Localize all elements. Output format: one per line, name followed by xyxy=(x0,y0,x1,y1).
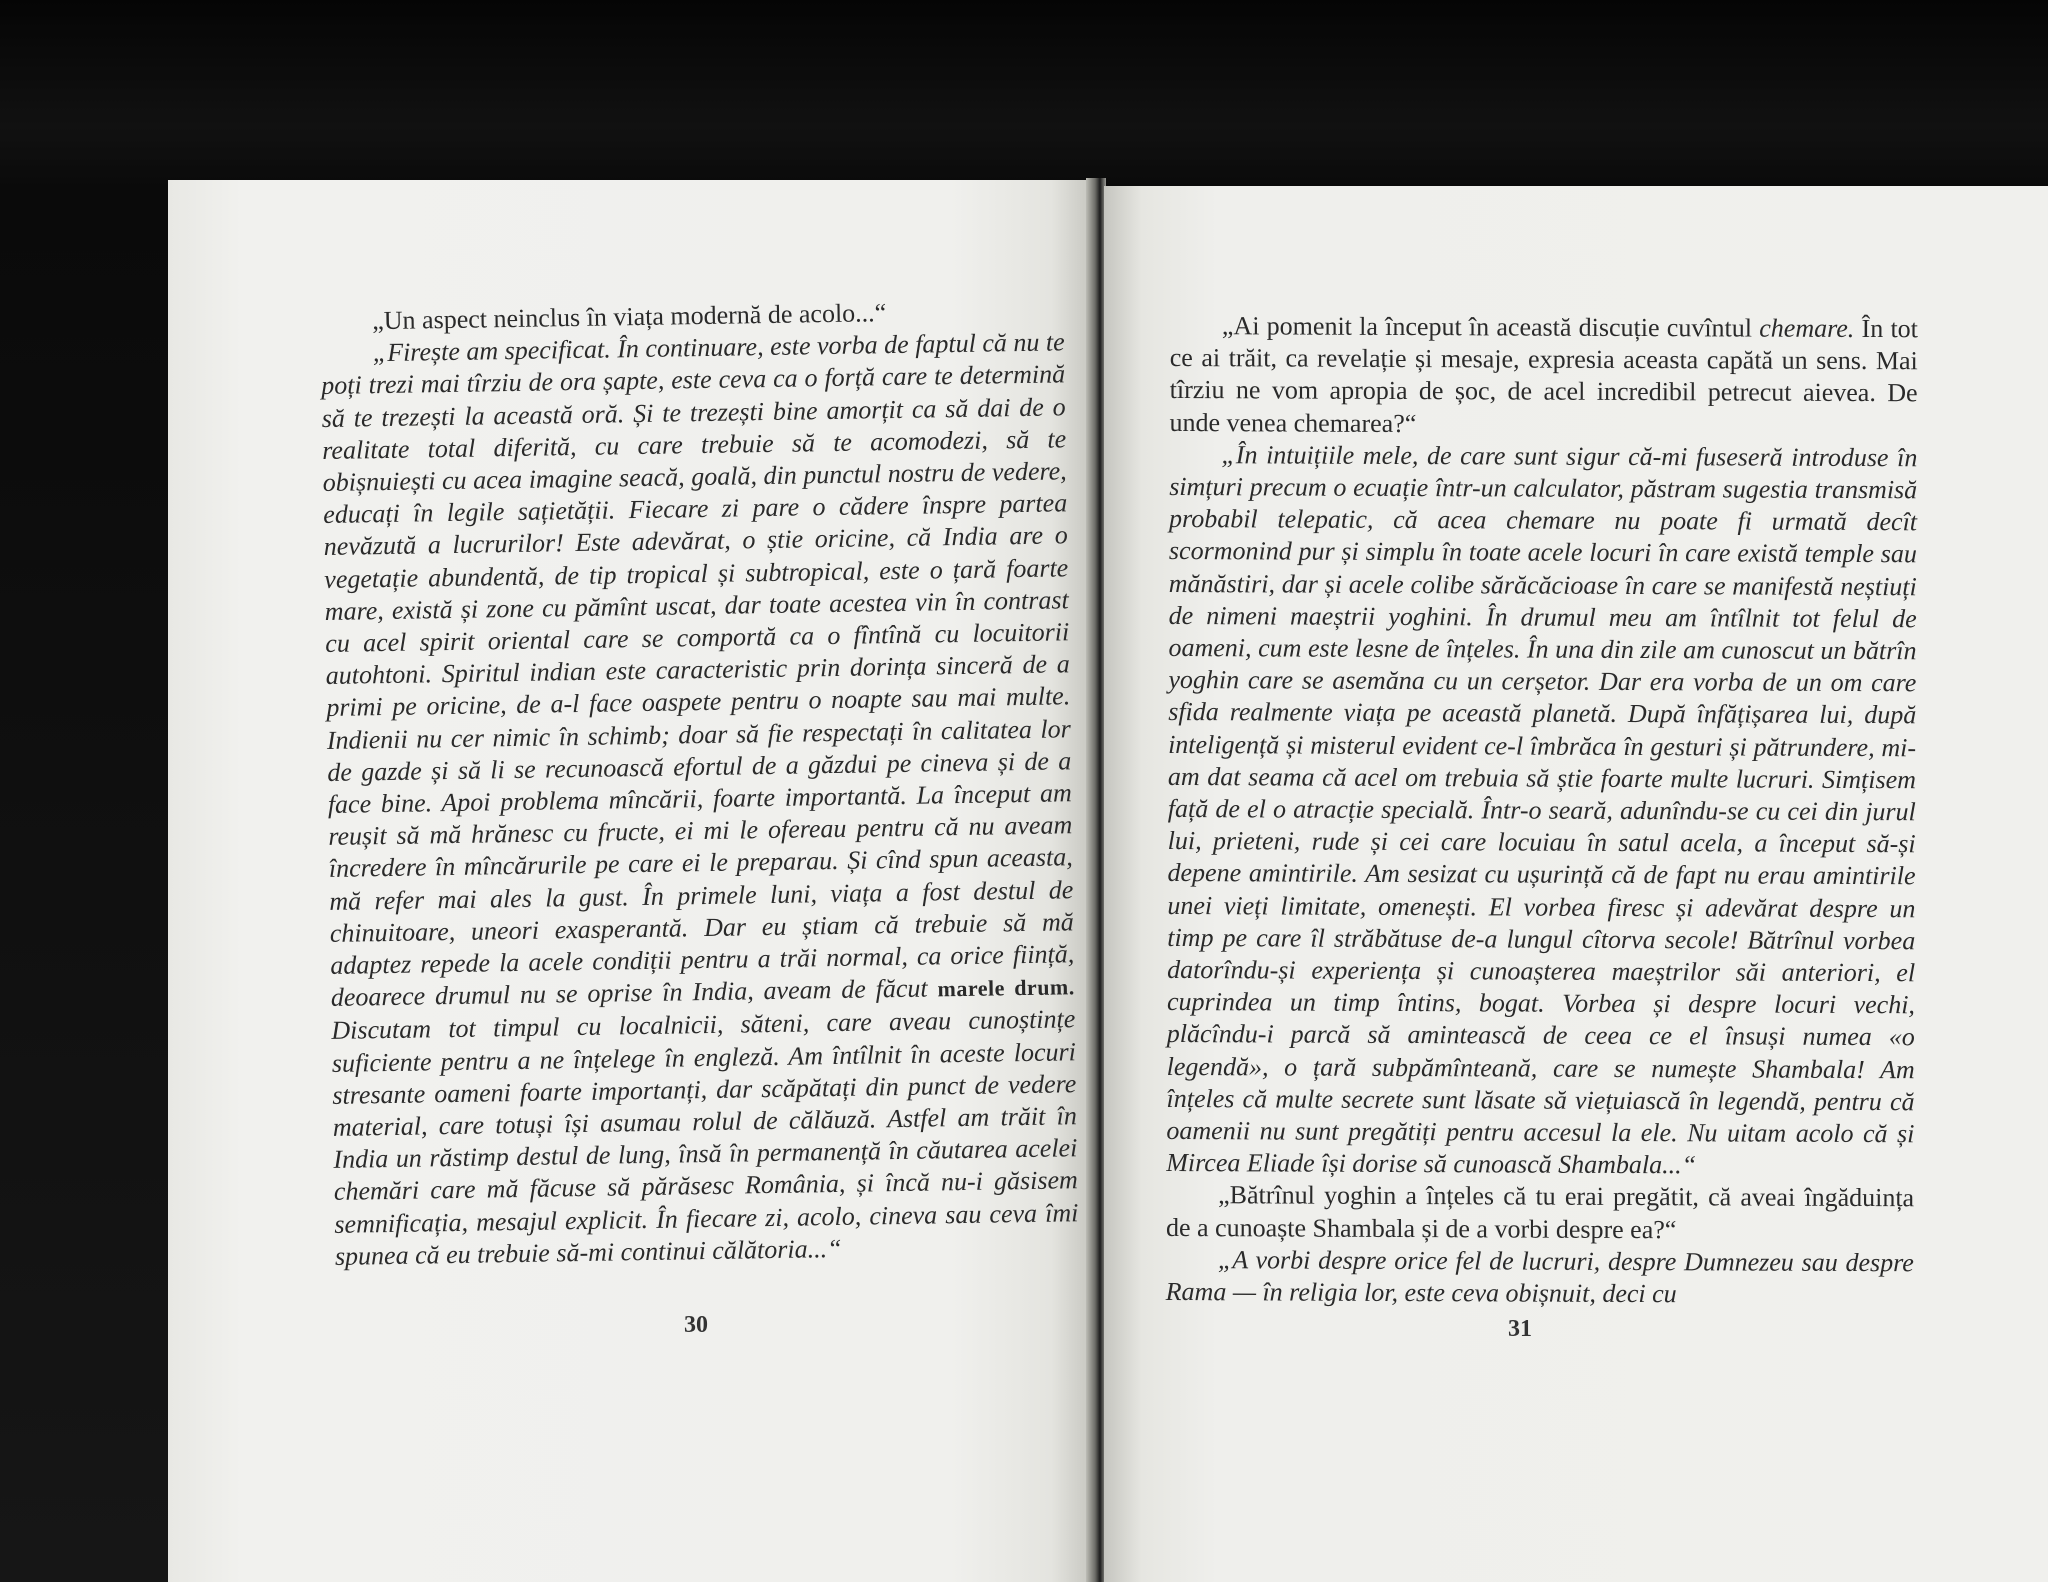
text-segment: În tot ce ai trăit, ca revelație și mesaje, expresia aceasta capătă un sens. Mai tîrziu ne vom apropia de șoc, de acel incredibil petrecut aievea. De unde venea chemarea?“ xyxy=(1169,313,1918,438)
left-page xyxy=(168,180,1088,1582)
left-paragraph-2 xyxy=(321,327,1080,1273)
book-gutter xyxy=(1086,178,1106,1582)
text-segment: „În intuițiile mele, de care sunt sigur că-mi fuseseră introduse în simțuri precum o ecuație într-un calculator, păstram sugestia transmisă probabil telepatic, că acea chemare nu poate fi urmată decît scormonind pur și simplu în toate acele locuri în care există temple sau mănăstiri, dar și acele colibe sărăcăcioase în care se manifestă neștiuți de nimeni maeștrii yoghini. În drumul meu am întîlnit tot felul de oameni, cum este lesne de înțeles. În una din zile am cunoscut un bătrîn yoghin care se asemăna cu un cerșetor. Dar era vorba de un om care sfida realmente viața pe această planetă. După înfățișarea lui, după inteligență și misterul evident ce-l îmbrăca în gesturi și pătrundere, mi-am dat seama că acel om trebuia să știe foarte multe lucruri. Simțisem față de el o atracție specială. Într-o seară, adunîndu-se cu cei din jurul lui, prieteni, rude și cei care locuiau în satul acela, a început să-și depene amintirile. Am sesizat cu ușurință că de fapt nu erau amintirile unei vieți limitate, omenești. El vorbea firesc și adevărat despre un timp pe care îl străbătuse de-a lungul cîtorva secole! Bătrînul vorbea datorîndu-și experiența și cunoașterea maeștrilor săi anteriori, el cuprindea un timp întins, bogat. Vorbea și despre locuri vechi, plăcîndu-i parcă să amintească de ceea ce el însuși numea «o legendă», o țară subpămînteană, care se numește Shambala! Am înțeles că multe secrete sunt lăsate să viețuiască în legendă, pentru că oamenii nu sunt pregătiți pentru accesul la ele. Nu uitam acolo că și Mircea Eliade își dorise să cunoască Shambala...“ xyxy=(1166,440,1918,1180)
page-number-left: 30 xyxy=(684,1312,708,1338)
text-segment: „Firește am specificat. În continuare, este vorba de faptul că nu te poți trezi mai tîrziu de ora șapte, este ceva ca o forță care te determină să te trezești la această oră. Și te trezești bine amorțit ca să dai de o realitate total diferită, cu care trebuie să te acomodezi, să te obișnuiești cu acea imagine seacă, goală, din punctul nostru de vedere, educați în legile sațietății. Fiecare zi pare o cădere înspre partea nevăzută a lucrurilor! Este adevărat, o știe oricine, că India are o vegetație abundentă, de tip tropical și subtropical, este o țară foarte mare, există și zone cu pămînt uscat, dar toate acestea vin în contrast cu acel spirit oriental care se comportă ca o fîntînă cu locuitorii autohtoni. Spiritul indian este caracteristic prin dorința sinceră de a primi pe oricine, de a-l face oaspete pentru o noapte sau mai multe. Indienii nu cer nimic în schimb; doar să fie respectați în calitatea lor de gazde și să li se recunoască efortul de a găzdui pe cineva și de a face bine. Apoi problema mîncării, foarte importantă. La început am reușit să mă hrănesc cu fructe, ei mi le ofereau pentru că nu aveam încredere în mîncărurile pe care ei le preparau. Și cînd spun aceasta, mă refer mai ales la gust. În primele luni, viața a fost destul de chinuitoare, uneori exasperantă. Dar eu știam că trebuie să mă adaptez repede la acele condiții pentru a trăi normal, ca orice ființă, deoarece drumul nu se oprise în India, aveam de făcut xyxy=(321,327,1075,1013)
right-page-text xyxy=(1166,310,1918,1312)
text-segment: „A vorbi despre orice fel de lucruri, despre Dumnezeu sau despre Rama — în religia lor, este ceva obișnuit, deci cu xyxy=(1165,1245,1914,1309)
text-segment: „Ai pomenit la început în această discuție cuvîntul xyxy=(1221,311,1760,343)
right-page xyxy=(1104,186,2048,1582)
text-segment: Discutam tot timpul cu localnicii, săteni, care aveau cunoștințe suficiente pentru a ne înțelege în engleză. Am întîlnit în aceste locuri stresante oameni foarte importanți, dar scăpătați din punct de vedere material, care totuși își asumau rolul de călăuză. Astfel am trăit în India un răstimp destul de lung, însă în permanență în căutarea acelei chemări care mă făcuse să părăsesc România, și încă nu-i găsisem semnificația, mesajul explicit. În fiecare zi, acolo, cineva sau ceva îmi spunea că eu trebuie să-mi continui călătoria...“ xyxy=(331,1004,1079,1271)
text-segment: chemare. xyxy=(1759,313,1855,343)
page-number-right: 31 xyxy=(1508,1316,1532,1342)
right-paragraph-1 xyxy=(1169,310,1918,442)
right-paragraph-2 xyxy=(1166,439,1917,1183)
left-page-text xyxy=(320,294,1079,1273)
right-paragraph-3 xyxy=(1166,1179,1914,1247)
text-segment: „Bătrînul yoghin a înțeles că tu erai pregătit, că aveai îngăduința de a cunoaște Shambala și de a vorbi despre ea?“ xyxy=(1165,1180,1915,1244)
right-paragraph-4 xyxy=(1166,1244,1914,1312)
text-segment: „Un aspect neinclus în viața modernă de acolo...“ xyxy=(372,298,887,336)
emphasis-text: marele drum. xyxy=(937,974,1075,1002)
